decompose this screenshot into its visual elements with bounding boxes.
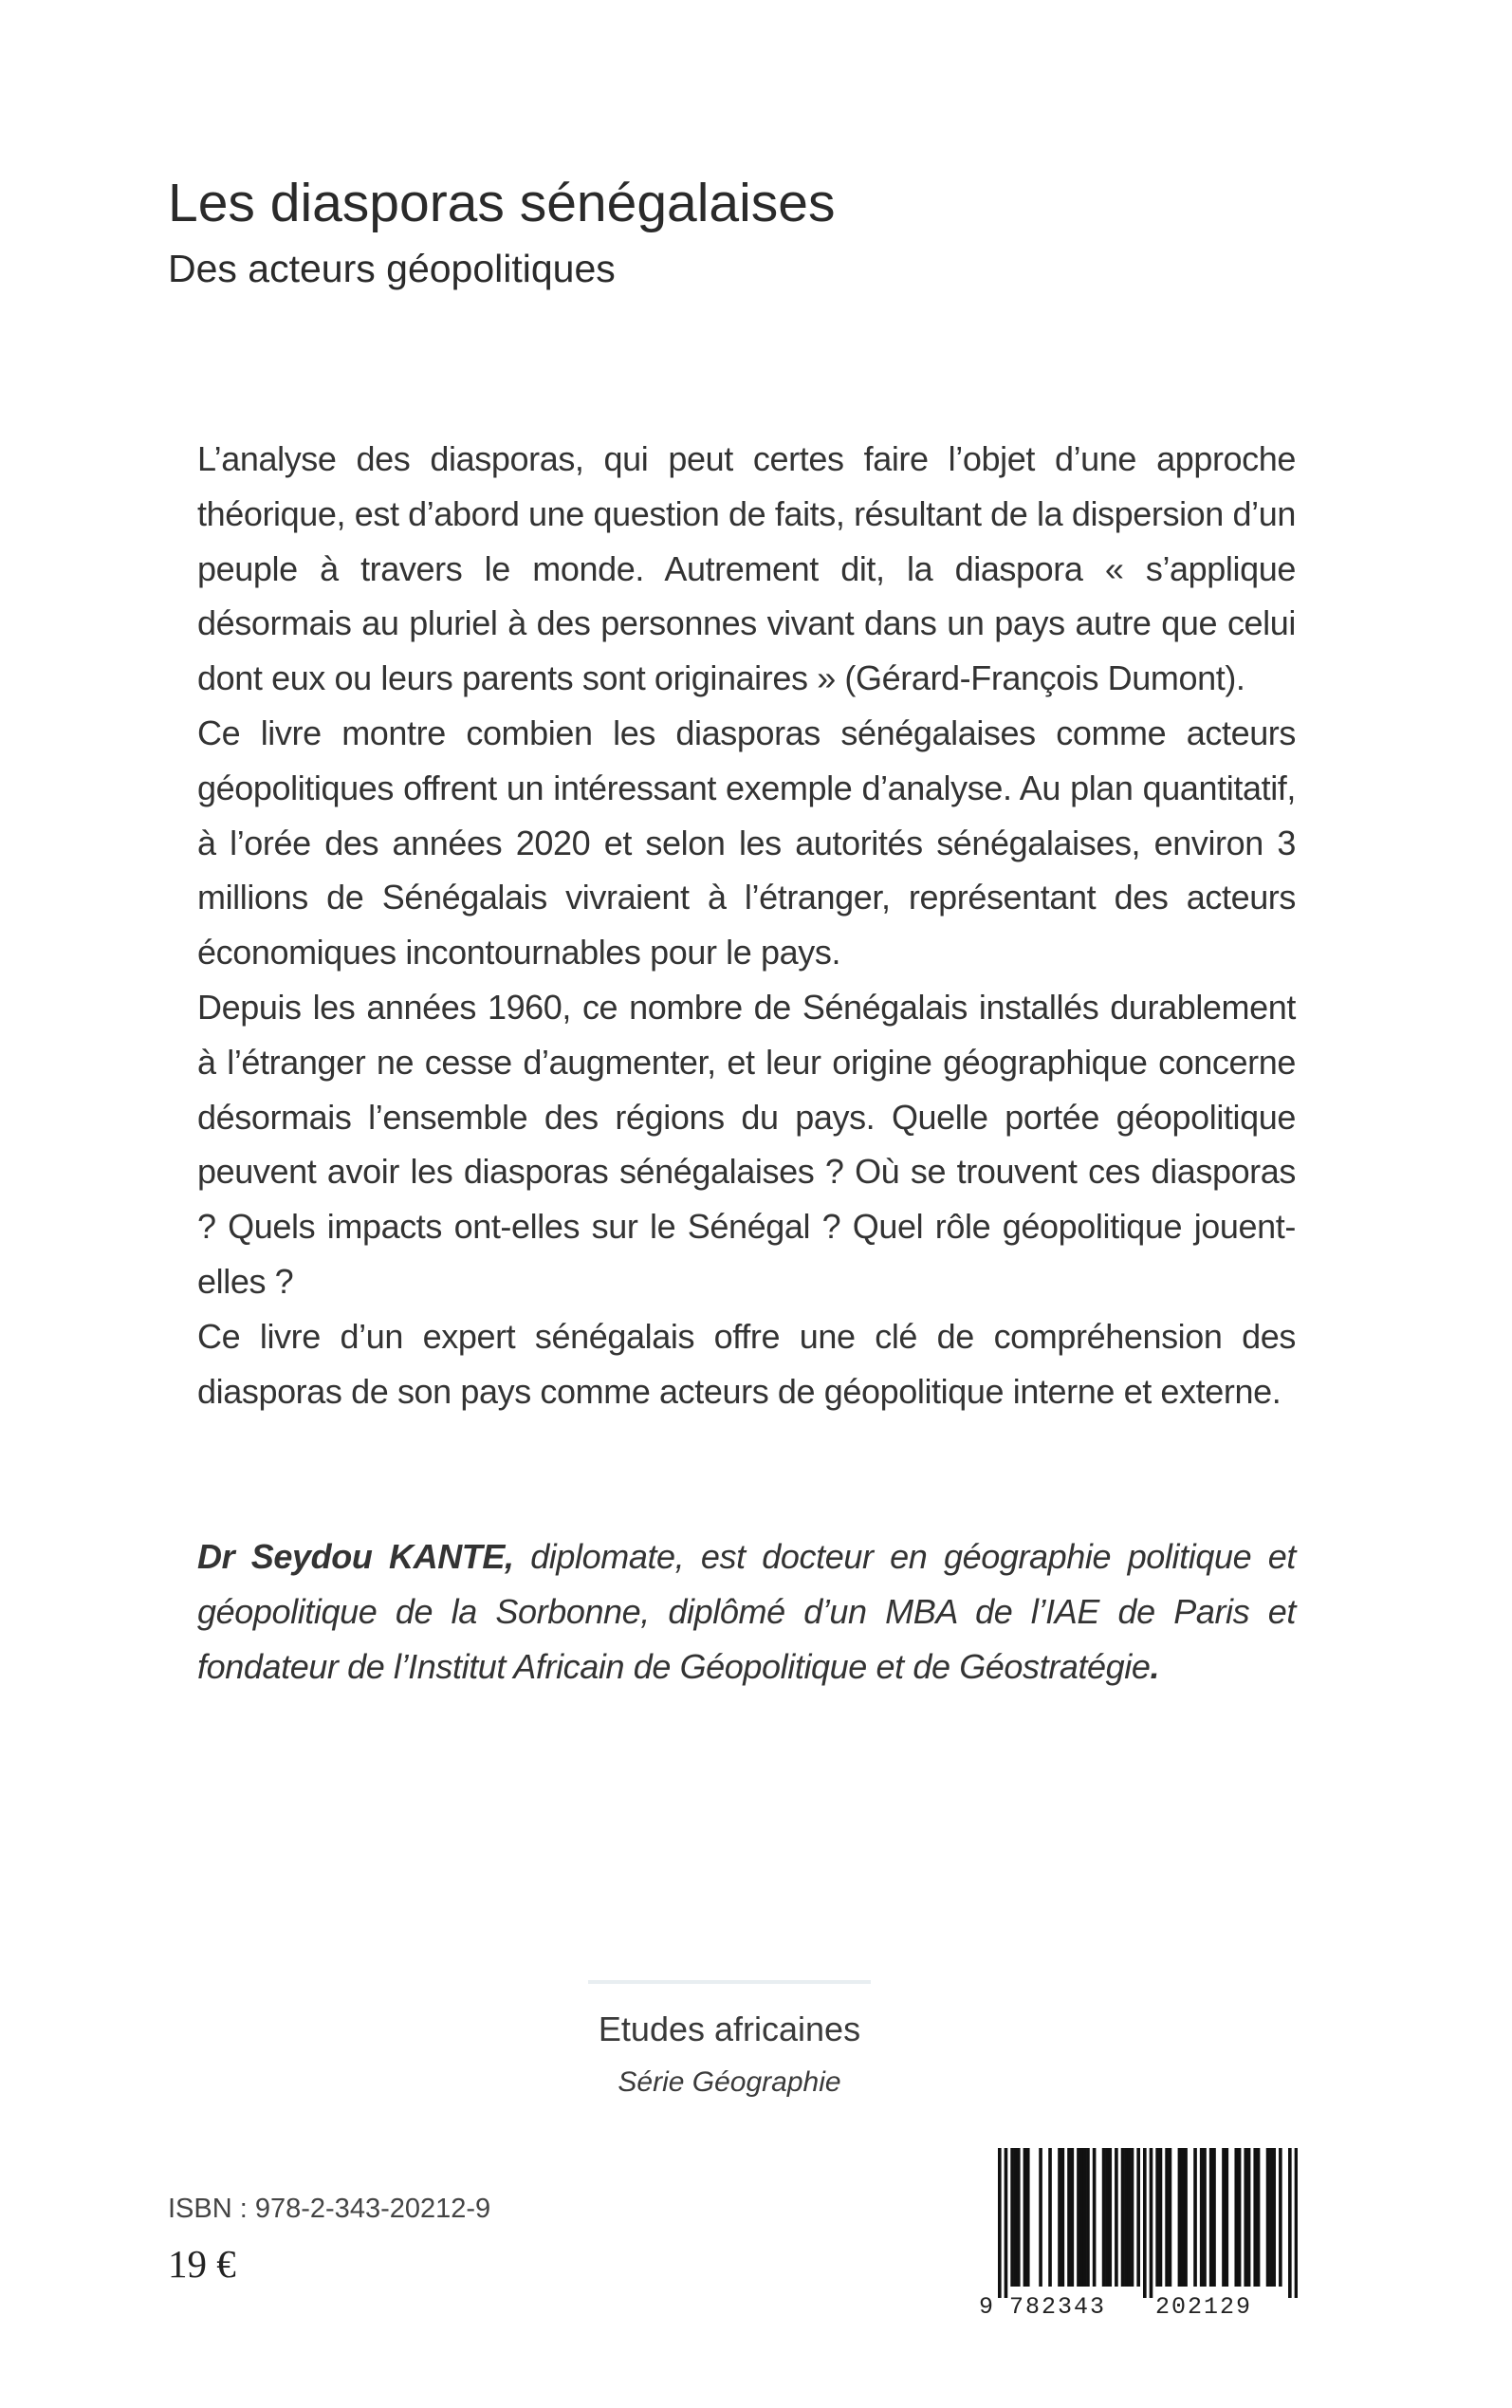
barcode-bar bbox=[1083, 2148, 1087, 2287]
barcode-digits bbox=[0, 2293, 1512, 2322]
barcode-bar bbox=[1272, 2148, 1276, 2287]
author-bio: diplomate, est docteur en géographie politique et géopolitique de la Sorbonne, diplômé d’un MBA de l’IAE de Paris et fondateur de l’Institut Africain de Géopolitique et de Géostratégie bbox=[197, 1537, 1296, 1686]
barcode-bar bbox=[1048, 2148, 1052, 2287]
collection-series: Série Géographie bbox=[618, 2066, 841, 2098]
barcode-bar bbox=[1108, 2148, 1112, 2287]
barcode-bar bbox=[1244, 2148, 1247, 2287]
barcode-bar bbox=[1266, 2148, 1270, 2287]
barcode-bar bbox=[1253, 2148, 1257, 2287]
barcode-bar bbox=[1143, 2148, 1147, 2298]
barcode-bar bbox=[1150, 2148, 1153, 2298]
description-paragraph: L’analyse des diasporas, qui peut certes faire l’objet d’une approche théorique, est d’abord une question de faits, résultant de la dispersion d’un peuple à travers le monde. Autrement dit, la diaspora « s’applique désormais au pluriel à des personnes vivant dans un pays autre que celui dont eux ou leurs parents sont originaires » (Gérard-François Dumont). bbox=[197, 439, 1296, 698]
barcode-bar bbox=[1086, 2148, 1090, 2287]
description-paragraph: Depuis les années 1960, ce nombre de Sénégalais installés durablement à l’étranger ne cesse d’augmenter, et leur origine géographique concerne désormais l’ensemble des régions du pays. Quelle portée géopolitique peuvent avoir les diasporas sénégalaises ? Où se trouvent ces diasporas ? Quels impacts ont-elles sur le Sénégal ? Quel rôle géopolitique jouent-elles ? bbox=[197, 987, 1296, 1301]
barcode-bar bbox=[1105, 2148, 1109, 2287]
barcode-bar bbox=[1077, 2148, 1080, 2287]
barcode-bar bbox=[1184, 2148, 1188, 2287]
barcode-bar bbox=[998, 2148, 1002, 2298]
barcode-bar bbox=[1010, 2148, 1014, 2287]
barcode-bar bbox=[1079, 2148, 1083, 2287]
barcode-bar bbox=[1257, 2148, 1261, 2287]
barcode-bar bbox=[1165, 2148, 1169, 2287]
barcode-bar bbox=[1005, 2148, 1008, 2298]
barcode-bar bbox=[1067, 2148, 1071, 2287]
barcode-bar bbox=[1193, 2148, 1197, 2287]
barcode-bar bbox=[1238, 2148, 1242, 2287]
barcode-bar bbox=[1155, 2148, 1159, 2287]
book-description bbox=[197, 432, 1296, 1418]
barcode-bar bbox=[1169, 2148, 1172, 2287]
barcode-bar bbox=[1247, 2148, 1251, 2287]
barcode-bar bbox=[1279, 2148, 1282, 2287]
price-label: 19 € bbox=[168, 2242, 236, 2286]
book-title: Les diasporas sénégalaises bbox=[168, 173, 836, 233]
barcode-bar bbox=[1023, 2148, 1027, 2287]
barcode-bar bbox=[1234, 2148, 1238, 2287]
barcode-bar bbox=[1026, 2148, 1030, 2287]
barcode-bar bbox=[1115, 2148, 1118, 2287]
collection-divider bbox=[588, 1980, 871, 1984]
barcode-bar bbox=[1039, 2148, 1042, 2287]
barcode-bar bbox=[1093, 2148, 1097, 2287]
barcode-bar bbox=[1200, 2148, 1204, 2287]
barcode-bar bbox=[1058, 2148, 1061, 2287]
barcode-bar bbox=[1209, 2148, 1213, 2287]
barcode-bar bbox=[1288, 2148, 1292, 2298]
barcode-bar bbox=[1102, 2148, 1106, 2287]
description-paragraph: Ce livre montre combien les diasporas sénégalaises comme acteurs géopolitiques offrent un intéressant exemple d’analyse. Au plan quantitatif, à l’orée des années 2020 et selon les autorités sénégalaises, environ 3 millions de Sénégalais vivraient à l’étranger, représentant des acteurs économiques incontournables pour le pays. bbox=[197, 713, 1296, 972]
author-name: Dr Seydou KANTE, bbox=[197, 1537, 514, 1576]
barcode-bar bbox=[1127, 2148, 1131, 2287]
barcode-bar bbox=[1203, 2148, 1207, 2287]
barcode-bar bbox=[1131, 2148, 1134, 2287]
barcode-bar bbox=[1061, 2148, 1065, 2287]
barcode-left-digits: 782343 bbox=[1009, 2293, 1107, 2321]
barcode-icon bbox=[998, 2148, 1298, 2298]
barcode-first-digit: 9 bbox=[979, 2293, 994, 2321]
barcode-bar bbox=[1181, 2148, 1185, 2287]
author-bio-block bbox=[197, 1529, 1296, 1694]
barcode-bar bbox=[1017, 2148, 1021, 2287]
description-paragraph: Ce livre d’un expert sénégalais offre une clé de compréhension des diasporas de son pays comme acteurs de géopolitique interne et externe. bbox=[197, 1316, 1296, 1411]
barcode-bar bbox=[1212, 2148, 1216, 2287]
author-bio-period: . bbox=[1150, 1646, 1160, 1686]
barcode-bar bbox=[1225, 2148, 1228, 2287]
barcode-bar bbox=[1269, 2148, 1273, 2287]
barcode-right-digits: 202129 bbox=[1155, 2293, 1253, 2321]
barcode-bar bbox=[1121, 2148, 1125, 2287]
barcode-bar bbox=[1222, 2148, 1226, 2287]
isbn-label: ISBN : 978-2-343-20212-9 bbox=[168, 2194, 491, 2224]
barcode-bar bbox=[1124, 2148, 1128, 2287]
barcode-bar bbox=[1178, 2148, 1182, 2287]
barcode-bar bbox=[1071, 2148, 1075, 2287]
book-subtitle: Des acteurs géopolitiques bbox=[168, 247, 616, 290]
barcode-bar bbox=[1295, 2148, 1298, 2298]
barcode-bar bbox=[1136, 2148, 1140, 2287]
barcode-bars bbox=[998, 2148, 1298, 2298]
collection-name: Etudes africaines bbox=[598, 2010, 861, 2048]
barcode-bar bbox=[1014, 2148, 1018, 2287]
barcode-bar bbox=[1159, 2148, 1163, 2287]
